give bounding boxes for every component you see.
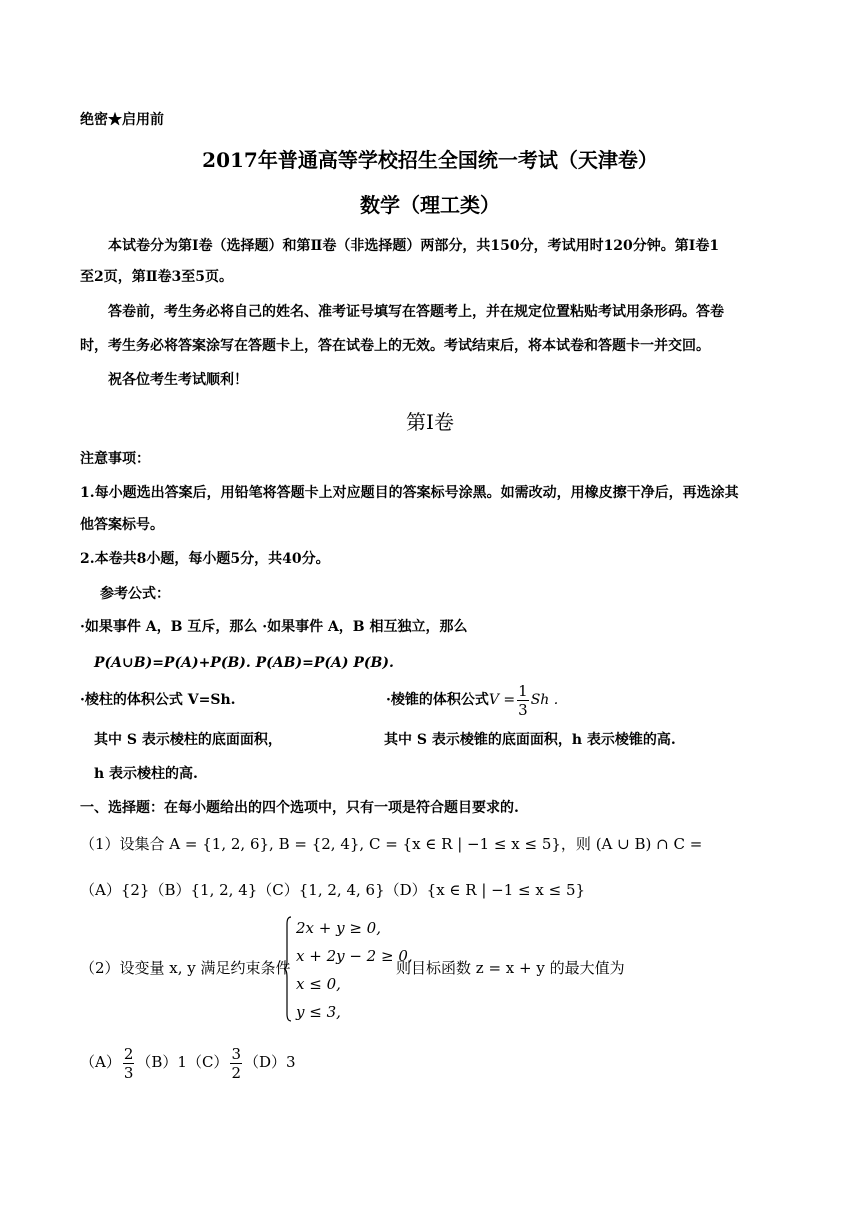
- prism-s-desc: 其中 S 表示棱柱的底面面积，: [94, 732, 282, 748]
- q2-option-c-fraction: $\frac{3}{2}$: [231, 1044, 241, 1082]
- q2-suffix: 则目标函数 z = x + y 的最大值为: [396, 959, 625, 977]
- events-line: ·如果事件 A，B 互斥，那么 ·如果事件 A，B 相互独立，那么: [80, 619, 468, 635]
- constraint-system: [284, 914, 413, 1026]
- pyramid-v: V =: [488, 692, 516, 708]
- constraint-line: x + 2y − 2 ≥ 0,: [296, 947, 413, 965]
- constraint-line: x ≤ 0,: [296, 975, 341, 993]
- pyramid-fraction: $\frac{1}{3}$: [518, 681, 528, 719]
- intro-p2-line2: 时，考生务必将答案涂写在答题卡上，答在试卷上的无效。考试结束后，将本试卷和答题卡一并交回。: [80, 338, 710, 354]
- q2-option-a-fraction: $\frac{2}{3}$: [123, 1044, 134, 1082]
- intro-p1-line2: 至2页，第Ⅱ卷3至5页。: [80, 269, 234, 285]
- prism-h-desc: h 表示棱柱的高.: [94, 766, 198, 782]
- formulas-label: 参考公式：: [100, 586, 170, 602]
- notes-label: 注意事项：: [80, 451, 150, 467]
- probability-line: P(A∪B)=P(A)+P(B). P(AB)=P(A) P(B).: [94, 655, 394, 671]
- pyramid-volume-label: ·棱锥的体积公式: [386, 692, 489, 708]
- constraint-line: 2x + y ≥ 0,: [296, 919, 381, 937]
- note2: 2.本卷共8小题，每小题5分，共40分。: [80, 551, 330, 567]
- exam-title: 2017年普通高等学校招生全国统一考试（天津卷）: [202, 148, 658, 172]
- intro-p3: 祝各位考生考试顺利！: [108, 372, 248, 388]
- pyramid-tail: Sh .: [530, 692, 559, 708]
- part1-heading: 第Ⅰ卷: [406, 410, 454, 434]
- q2-option-bc: （B）1（C）: [136, 1053, 229, 1071]
- q1-stem: （1）设集合 A = {1, 2, 6}, B = {2, 4}, C = {x ∈ R | −1 ≤ x ≤ 5}，则 (A ∪ B) ∩ C =: [80, 835, 703, 853]
- note1-line2: 他答案标号。: [80, 517, 164, 533]
- pyramid-s-desc: 其中 S 表示棱锥的底面面积，h 表示棱锥的高.: [384, 732, 676, 748]
- intro-p2-line1: 答卷前，考生务必将自己的姓名、准考证号填写在答题考上，并在规定位置粘贴考试用条形码。答卷: [108, 304, 724, 320]
- prism-volume-formula: ·棱柱的体积公式 V=Sh.: [80, 692, 236, 708]
- exam-subtitle: 数学（理工类）: [360, 193, 500, 217]
- q2-option-d: （D）3: [243, 1053, 296, 1071]
- secret-mark: 绝密★启用前: [80, 112, 164, 128]
- pyramid-volume-formula: [386, 680, 558, 720]
- q2-option-a-label: （A）: [80, 1053, 121, 1071]
- q2-options: [80, 1040, 296, 1084]
- section1-heading: 一、选择题：在每小题给出的四个选项中，只有一项是符合题目要求的.: [80, 800, 519, 816]
- constraint-line: y ≤ 3,: [296, 1003, 341, 1021]
- q2-prefix: （2）设变量 x, y 满足约束条件: [80, 959, 291, 977]
- note1-line1: 1.每小题选出答案后，用铅笔将答题卡上对应题目的答案标号涂黑。如需改动，用橡皮擦干净后，再选涂其: [80, 485, 739, 501]
- intro-p1-line1: 本试卷分为第Ⅰ卷（选择题）和第Ⅱ卷（非选择题）两部分，共150分，考试用时120分钟。第Ⅰ卷1: [108, 238, 720, 254]
- left-brace-icon: [284, 916, 292, 1022]
- q1-options: （A）{2}（B）{1, 2, 4}（C）{1, 2, 4, 6}（D）{x ∈ R | −1 ≤ x ≤ 5}: [80, 881, 586, 899]
